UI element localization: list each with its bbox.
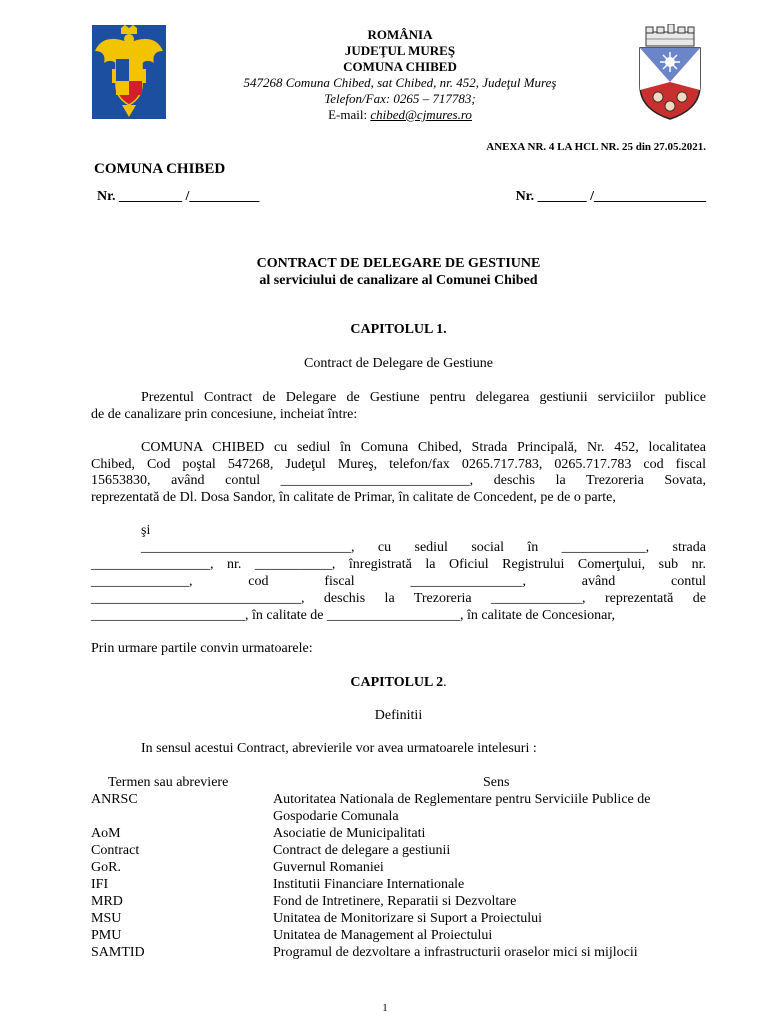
definition-sens: Programul de dezvoltare a infrastructurii oraselor mici si mijlocii xyxy=(273,945,638,960)
definition-sens: Unitatea de Management al Proiectului xyxy=(273,928,493,943)
chapter-2-heading-text: CAPITOLUL 2 xyxy=(350,675,444,690)
definition-sens: Contract de delegare a gestiunii xyxy=(273,843,451,858)
definition-row xyxy=(91,876,706,893)
definition-row xyxy=(91,893,706,910)
letterhead xyxy=(200,27,600,123)
column-header-sens: Sens xyxy=(483,775,510,790)
party-2-line: ______________________________, deschis la Trezoreria _____________, reprezentată de xyxy=(91,591,706,606)
definition-term: PMU xyxy=(91,928,122,943)
email-line xyxy=(200,107,600,123)
definition-term: IFI xyxy=(91,877,109,892)
party-1-line: Chibed, Cod poştal 547268, Judeţul Mureş, telefon/fax 0265.717.783, 0265.717.783 cod fiscal xyxy=(91,457,706,472)
definition-sens: Unitatea de Monitorizare si Suport a Proiectului xyxy=(273,911,543,926)
definition-term: MSU xyxy=(91,911,122,926)
chapter-2-heading-suffix: . xyxy=(443,675,447,690)
definition-sens: Institutii Financiare Internationale xyxy=(273,877,465,892)
registry-entity: COMUNA CHIBED xyxy=(94,161,226,177)
contract-title: CONTRACT DE DELEGARE DE GESTIUNE xyxy=(256,256,541,271)
agreement-line: Prin urmare partile convin urmatoarele: xyxy=(91,641,313,656)
definition-term: AoM xyxy=(91,826,121,841)
definition-term: SAMTID xyxy=(91,945,145,960)
country-name: ROMÂNIA xyxy=(367,27,433,42)
and-conjunction: şi xyxy=(141,523,151,538)
definition-row xyxy=(91,791,706,825)
chapter-1-heading: CAPITOLUL 1. xyxy=(350,322,447,337)
chapter-2-heading xyxy=(91,674,706,691)
definition-row xyxy=(91,842,706,859)
definition-row xyxy=(91,910,706,927)
column-header-term: Termen sau abreviere xyxy=(108,775,229,790)
party-1-line: 15653830, având contul ___________________________, deschis la Trezoreria Sovata, xyxy=(91,473,706,488)
chapter-2-subheading: Definitii xyxy=(374,708,423,723)
address-line: 547268 Comuna Chibed, sat Chibed, nr. 452, Judeţul Mureş xyxy=(243,75,557,90)
commune-name: COMUNA CHIBED xyxy=(343,59,457,74)
romania-coat-of-arms-icon xyxy=(92,25,166,119)
annex-reference: ANEXA NR. 4 LA HCL NR. 25 din 27.05.2021. xyxy=(486,141,706,153)
party-2-line: ______________________, în calitate de ___________________, în calitate de Concesionar, xyxy=(91,608,615,623)
email-link[interactable]: chibed@cjmures.ro xyxy=(370,107,472,122)
registry-number-right: Nr. _______ /________________ xyxy=(515,189,706,204)
registry-number-left: Nr. _________ /__________ xyxy=(97,189,260,204)
definition-row xyxy=(91,944,706,961)
contract-subtitle: al serviciului de canalizare al Comunei Chibed xyxy=(259,273,538,288)
definition-term: MRD xyxy=(91,894,123,909)
county-name: JUDEŢUL MUREŞ xyxy=(344,43,456,58)
definition-sens: Guvernul Romaniei xyxy=(273,860,384,875)
definitions-intro: In sensul acestui Contract, abrevierile vor avea urmatoarele intelesuri : xyxy=(141,741,537,756)
definition-sens: Fond de Intretinere, Reparatii si Dezvoltare xyxy=(273,894,517,909)
definition-term: ANRSC xyxy=(91,792,138,807)
definition-row xyxy=(91,927,706,944)
email-label: E-mail: xyxy=(328,107,371,122)
chapter-1-subheading: Contract de Delegare de Gestiune xyxy=(304,356,493,371)
phone-line: Telefon/Fax: 0265 – 717783; xyxy=(324,91,476,106)
page-number: 1 xyxy=(382,1002,388,1014)
definition-sens: Asociatie de Municipalitati xyxy=(273,826,426,841)
party-2-line: _________________, nr. ___________, înregistrată la Oficiul Registrului Comerţului, sub nr. xyxy=(91,557,706,572)
intro-line: Prezentul Contract de Delegare de Gestiune pentru delegarea gestiunii serviciilor publice xyxy=(141,390,706,405)
definition-sens: Autoritatea Nationala de Reglementare pentru Serviciile Publice de Gospodarie Comunala xyxy=(273,792,651,824)
party-1-line: reprezentată de Dl. Dosa Sandor, în calitate de Primar, în calitate de Concedent, pe de o parte, xyxy=(91,490,616,505)
definition-term: GoR. xyxy=(91,860,121,875)
definition-term: Contract xyxy=(91,843,140,858)
party-2-line: ______________________________, cu sediul social în ____________, strada xyxy=(141,540,706,555)
party-1-line: COMUNA CHIBED cu sediul în Comuna Chibed, Strada Principală, Nr. 452, localitatea xyxy=(141,440,706,455)
party-2-line: ______________, cod fiscal ________________, având contul xyxy=(91,574,706,589)
definition-row xyxy=(91,859,706,876)
chibed-coat-of-arms-icon xyxy=(638,24,702,120)
definition-row xyxy=(91,825,706,842)
intro-line: de de canalizare prin concesiune, incheiat între: xyxy=(91,407,358,422)
